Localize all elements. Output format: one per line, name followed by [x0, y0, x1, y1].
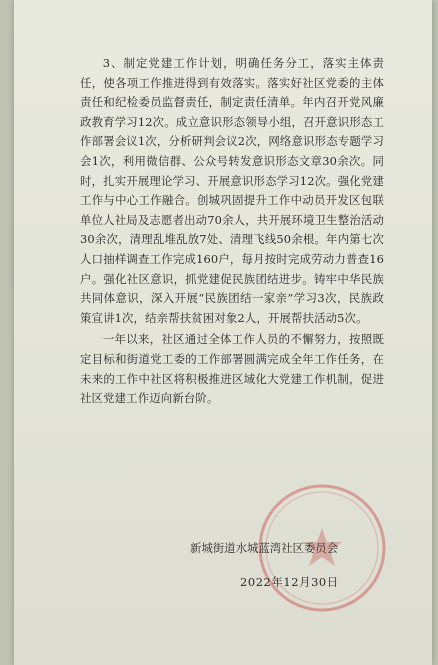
paragraph-party-work-plan: 3、制定党建工作计划，明确任务分工，落实主体责任，使各项工作推进得到有效落实。落实好社区党委的主体责任和纪检委员监督责任，制定责任清单。年内召开党风廉政教育学习12次。成立意识形态领导小组，召开意识形态工作部署会议1次，分析研判会议2次，网络意识形态专题学习会1次，利用微信群、公众号转发意识形态文章30余次。同时，扎实开展理论学习、开展意识形态学习12次。强化党建工作与中心工作融合。创城巩固提升工作中动员开发区包联单位人社局及志愿者出动70余人，共开展环境卫生整治活动30余次，清理乱堆乱放7处、清理飞线50余根。年内第七次人口抽样调查工作完成160户，每月按时完成劳动力普查16户。强化社区意识，抓党建促民族团结进步。铸牢中华民族共同体意识，深入开展“民族团结一家亲”学习3次，民族政策宣讲1次，结亲帮扶贫困对象2人，开展帮扶活动5次。 — [80, 56, 384, 325]
document-page — [14, 0, 432, 665]
signature-date: 2022年12月30日 — [240, 575, 339, 589]
signature-organization: 新城街道水城蓝湾社区委员会 — [190, 541, 339, 555]
paragraph-summary: 一年以来，社区通过全体工作人员的不懈努力，按照既定目标和街道党工委的工作部署圆满完成全年工作任务，在未来的工作中社区将积极推进区域化大党建工作机制，促进社区党建工作迈向新台阶。 — [80, 332, 384, 406]
document-body — [80, 54, 384, 409]
